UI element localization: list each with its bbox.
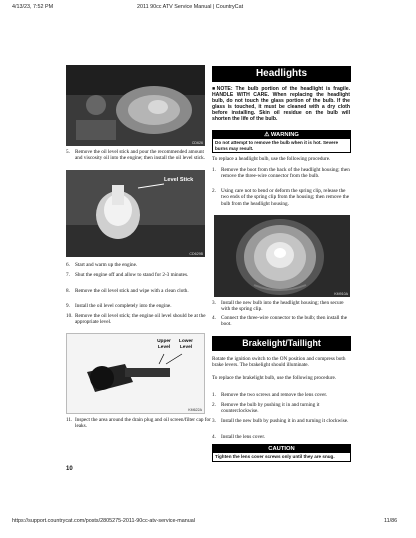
step-7-text: Shut the engine off and allow to stand for 2-3 minutes. [75,272,189,278]
headlight-bulb-photo [214,215,350,297]
caution-box [212,444,351,462]
headlight-note: ■NOTE: The bulb portion of the headlight is fragile. HANDLE WITH CARE. When replacing the headlight bulb, do not touch the glass portion of the bulb. If the glass is touched, it must be cleaned with a dry cloth before installing. Skin oil residue on the bulb will shorten the life of the bulb. [212,86,350,123]
print-page-title: 2011 90cc ATV Service Manual | CountryCat [137,4,244,10]
step-5-text: Remove the oil level stick and pour the recommended amount and viscosity oil into the engine; then install the oil level stick. [75,149,205,162]
hl-step-4-number: 4. [212,315,216,321]
warning-text: Do not attempt to remove the bulb when it is hot. Severe burns may result. [215,140,339,151]
step-7-number: 7. [66,272,70,278]
brakelight-procedure-intro: To replace the brakelight bulb, use the following procedure. [212,375,337,381]
step-10-text: Remove the oil level stick; the engine oil level should be at the appropriate level. [75,313,206,326]
bl-step-2-number: 2. [212,402,216,408]
bl-step-1 [212,392,350,398]
step-9-text: Install the oil level completely into the engine. [75,303,172,309]
hl-step-2-number: 2. [212,188,216,194]
engine-oil-fill-photo [66,65,205,146]
caution-title: CAUTION [213,445,350,453]
headlights-heading: Headlights [212,66,351,82]
step-6-number: 6. [66,262,70,268]
step-11 [66,417,212,430]
step-8-text: Remove the oil level stick and wipe with a clean cloth. [75,288,189,294]
hl-step-4 [212,315,350,328]
level-stick-photo [66,170,205,257]
bl-step-4 [212,434,350,440]
print-url: https://support.countrycat.com/posts/2805275-2011-90cc-atv-service-manual [12,518,195,524]
hl-step-3-text: Install the new bulb into the headlight housing; then secure with the spring clip. [221,300,344,313]
step-6-text: Start and warm up the engine. [75,262,138,268]
bl-step-1-text: Remove the two screws and remove the lens cover. [221,392,328,398]
hl-step-4-text: Connect the three-wire connector to the bulb; then install the boot. [221,315,348,328]
print-page-count: 11/86 [384,518,398,524]
bl-step-4-text: Install the lens cover. [221,434,266,440]
photo2-code: CD629B [189,252,203,256]
brakelight-intro: Rotate the ignition switch to the ON position and compress both brake levers. The brakelight should illuminate. [212,356,346,369]
oil-level-stick-marks-photo [66,333,205,414]
hl-step-1-number: 1. [212,167,216,173]
hl-step-3-number: 3. [212,300,216,306]
upper-level-label: Upper Level [157,339,171,350]
step-10 [66,313,212,326]
brakelight-heading: Brakelight/Taillight [212,336,351,351]
step-8-number: 8. [66,288,70,294]
bl-step-2-text: Remove the bulb by pushing it in and turning it counterclockwise. [221,402,320,415]
hl-step-1-text: Remove the boot from the back of the headlight housing; then remove the three-wire connector from the bulb. [221,167,350,180]
hl-step-3 [212,300,350,313]
step-7 [66,272,212,278]
bl-step-3 [212,418,350,424]
step-5 [66,149,212,162]
photo1-code: CD626 [191,141,203,145]
warning-box [212,130,351,153]
level-stick-label: Level Stick [164,177,194,183]
bl-step-4-number: 4. [212,434,216,440]
bl-step-3-text: Install the new bulb by pushing it in and turning it clockwise. [221,418,349,424]
photo3-code: KM622A [188,408,202,412]
page-number: 10 [66,466,73,472]
warning-title: ⚠ WARNING [213,131,350,139]
step-9 [66,303,212,309]
hl-step-1 [212,167,350,180]
step-9-number: 9. [66,303,70,309]
hl-step-2-text: Using care not to bend or deform the spring clip, release the two ends of the spring clip from the housing; then remove the bulb from the headlight housing. [221,188,350,207]
step-10-number: 10. [66,313,73,319]
hl-step-2 [212,188,350,207]
print-datetime: 4/13/23, 7:52 PM [12,4,54,10]
headlight-photo-code: KM910A [334,292,348,296]
bl-step-1-number: 1. [212,392,216,398]
replace-headlight-intro: To replace a headlight bulb, use the following procedure. [212,156,331,162]
step-8 [66,288,212,294]
caution-text: Tighten the lens cover screws only until they are snug. [215,454,335,459]
step-6 [66,262,212,268]
step-5-number: 5. [66,149,70,155]
step-11-text: Inspect the area around the drain plug and oil screen/filter cap for leaks. [75,417,211,430]
step-11-number: 11. [66,417,73,423]
bl-step-3-number: 3. [212,418,216,424]
bl-step-2 [212,402,350,415]
lower-level-label: Lower Level [178,339,194,350]
